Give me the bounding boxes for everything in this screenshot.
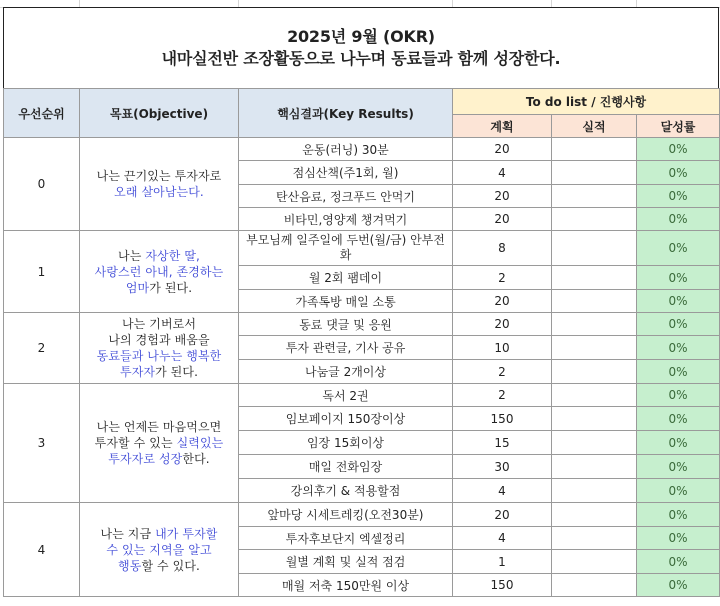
objective-text-segment: 나는 끈기있는 투자자로: [96, 169, 222, 183]
objective-cell[interactable]: [80, 384, 239, 503]
table-row: [4, 503, 720, 527]
actual-cell[interactable]: [552, 138, 637, 161]
header-actual: 실적: [552, 115, 637, 138]
plan-cell[interactable]: 20: [453, 313, 552, 336]
plan-cell[interactable]: 20: [453, 503, 552, 527]
actual-cell[interactable]: [552, 384, 637, 407]
objective-text-segment: 가 된다.: [149, 280, 193, 295]
key-result-cell[interactable]: 점심산책(주1회, 월): [239, 161, 453, 185]
table-row: [4, 313, 720, 336]
plan-cell[interactable]: 20: [453, 138, 552, 161]
objective-text-segment: 실력있는: [176, 436, 224, 450]
key-result-cell[interactable]: 독서 2권: [239, 384, 453, 407]
plan-cell[interactable]: 4: [453, 527, 552, 550]
plan-cell[interactable]: 2: [453, 360, 552, 384]
objective-text-segment: 행동: [118, 558, 142, 573]
objective-text-segment: 나는 기버로서: [121, 317, 197, 331]
rate-cell[interactable]: 0%: [637, 290, 720, 313]
header-plan: 계획: [453, 115, 552, 138]
plan-cell[interactable]: 2: [453, 384, 552, 407]
sheet-title: [3, 7, 719, 88]
plan-cell[interactable]: 20: [453, 290, 552, 313]
objective-text-segment: 가 된다.: [155, 365, 198, 379]
rate-cell[interactable]: 0%: [637, 503, 720, 527]
objective-text-segment: 동료들과 나누는 행복한: [96, 349, 222, 363]
actual-cell[interactable]: [552, 431, 637, 455]
objective-cell[interactable]: [80, 138, 239, 231]
actual-cell[interactable]: [552, 290, 637, 313]
actual-cell[interactable]: [552, 208, 637, 231]
plan-cell[interactable]: 1: [453, 550, 552, 574]
key-result-cell[interactable]: 매월 저축 150만원 이상: [239, 574, 453, 597]
rate-cell[interactable]: 0%: [637, 384, 720, 407]
rate-cell[interactable]: 0%: [637, 336, 720, 360]
actual-cell[interactable]: [552, 185, 637, 208]
rate-cell[interactable]: 0%: [637, 161, 720, 185]
objective-text-segment: 자상한 딸,: [145, 248, 200, 263]
actual-cell[interactable]: [552, 574, 637, 597]
objective-text-segment: 나는 지금: [100, 526, 156, 541]
actual-cell[interactable]: [552, 266, 637, 290]
objective-text-segment: 오래 살아남는다.: [114, 185, 204, 199]
actual-cell[interactable]: [552, 360, 637, 384]
objective-text-segment: 내가 투자할: [155, 526, 218, 541]
priority-cell[interactable]: 4: [4, 503, 80, 597]
actual-cell[interactable]: [552, 407, 637, 431]
rate-cell[interactable]: 0%: [637, 208, 720, 231]
objective-text-segment: 한다.: [182, 452, 210, 466]
plan-cell[interactable]: 4: [453, 161, 552, 185]
header-priority: 우선순위: [4, 89, 80, 138]
actual-cell[interactable]: [552, 231, 637, 266]
plan-cell[interactable]: 20: [453, 185, 552, 208]
plan-cell[interactable]: 4: [453, 479, 552, 503]
rate-cell[interactable]: 0%: [637, 360, 720, 384]
objective-text-segment: 할 수 있다.: [141, 558, 200, 573]
plan-cell[interactable]: 8: [453, 231, 552, 266]
rate-cell[interactable]: 0%: [637, 138, 720, 161]
rate-cell[interactable]: 0%: [637, 407, 720, 431]
objective-cell[interactable]: [80, 503, 239, 597]
actual-cell[interactable]: [552, 503, 637, 527]
actual-cell[interactable]: [552, 336, 637, 360]
table-row: [4, 138, 720, 161]
objective-cell[interactable]: [80, 313, 239, 384]
actual-cell[interactable]: [552, 550, 637, 574]
objective-text-segment: 나의 경험과 배움을: [108, 333, 210, 347]
priority-cell[interactable]: 0: [4, 138, 80, 231]
key-result-cell[interactable]: 월별 계획 및 실적 점검: [239, 550, 453, 574]
actual-cell[interactable]: [552, 161, 637, 185]
key-result-cell[interactable]: 투자후보단지 엑셀정리: [239, 527, 453, 550]
plan-cell[interactable]: 15: [453, 431, 552, 455]
key-result-cell[interactable]: 임장 15회이상: [239, 431, 453, 455]
plan-cell[interactable]: 30: [453, 455, 552, 479]
objective-text-segment: 투자할 수 있는: [94, 436, 177, 450]
objective-cell[interactable]: [80, 231, 239, 313]
priority-cell[interactable]: 1: [4, 231, 80, 313]
key-result-cell[interactable]: 나눔글 2개이상: [239, 360, 453, 384]
key-result-cell[interactable]: 앞마당 시세트레킹(오전30분): [239, 503, 453, 527]
objective-text-segment: 투자자: [120, 365, 156, 379]
key-result-cell[interactable]: 매일 전화임장: [239, 455, 453, 479]
priority-cell[interactable]: 3: [4, 384, 80, 503]
key-result-cell[interactable]: 동료 댓글 및 응원: [239, 313, 453, 336]
plan-cell[interactable]: 2: [453, 266, 552, 290]
key-result-cell[interactable]: 비타민,영양제 챙겨먹기: [239, 208, 453, 231]
objective-text-segment: 수 있는 지역을 알고: [106, 542, 212, 557]
rate-cell[interactable]: 0%: [637, 431, 720, 455]
rate-cell[interactable]: 0%: [637, 313, 720, 336]
rate-cell[interactable]: 0%: [637, 455, 720, 479]
rate-cell[interactable]: 0%: [637, 231, 720, 266]
table-row: [4, 231, 720, 266]
header-key-results: 핵심결과(Key Results): [239, 89, 453, 138]
key-result-cell[interactable]: 강의후기 & 적용할점: [239, 479, 453, 503]
objective-text-segment: 투자자로 성장: [108, 452, 183, 466]
actual-cell[interactable]: [552, 527, 637, 550]
key-result-cell[interactable]: 탄산음료, 정크푸드 안먹기: [239, 185, 453, 208]
priority-cell[interactable]: 2: [4, 313, 80, 384]
header-todo: To do list / 진행사항: [453, 89, 720, 115]
title-line-2: 내마실전반 조장활동으로 나누며 동료들과 함께 성장한다.: [161, 49, 561, 68]
header-row: [4, 89, 720, 115]
actual-cell[interactable]: [552, 479, 637, 503]
header-rate: 달성률: [637, 115, 720, 138]
objective-text-segment: 나는 언제든 마음먹으면: [96, 420, 222, 434]
rate-cell[interactable]: 0%: [637, 550, 720, 574]
key-result-cell[interactable]: 투자 관련글, 기사 공유: [239, 336, 453, 360]
actual-cell[interactable]: [552, 455, 637, 479]
objective-text-segment: 나는: [118, 248, 146, 263]
key-result-cell[interactable]: 운동(러닝) 30분: [239, 138, 453, 161]
plan-cell[interactable]: 20: [453, 208, 552, 231]
actual-cell[interactable]: [552, 313, 637, 336]
plan-cell[interactable]: 150: [453, 407, 552, 431]
rate-cell[interactable]: 0%: [637, 574, 720, 597]
rate-cell[interactable]: 0%: [637, 479, 720, 503]
rate-cell[interactable]: 0%: [637, 527, 720, 550]
rate-cell[interactable]: 0%: [637, 266, 720, 290]
key-result-cell[interactable]: 임보페이지 150장이상: [239, 407, 453, 431]
table-row: [4, 384, 720, 407]
rate-cell[interactable]: 0%: [637, 185, 720, 208]
key-result-cell[interactable]: 가족톡방 매일 소통: [239, 290, 453, 313]
header-objective: 목표(Objective): [80, 89, 239, 138]
okr-table: [3, 88, 720, 597]
objective-text-segment: 사랑스런 아내, 존경하는: [94, 264, 224, 279]
key-result-cell[interactable]: 월 2회 팸데이: [239, 266, 453, 290]
plan-cell[interactable]: 10: [453, 336, 552, 360]
key-result-cell[interactable]: 부모님께 일주일에 두번(월/금) 안부전화: [239, 231, 453, 266]
objective-text-segment: 엄마: [125, 280, 150, 295]
title-line-1: 2025년 9월 (OKR): [287, 27, 435, 46]
plan-cell[interactable]: 150: [453, 574, 552, 597]
